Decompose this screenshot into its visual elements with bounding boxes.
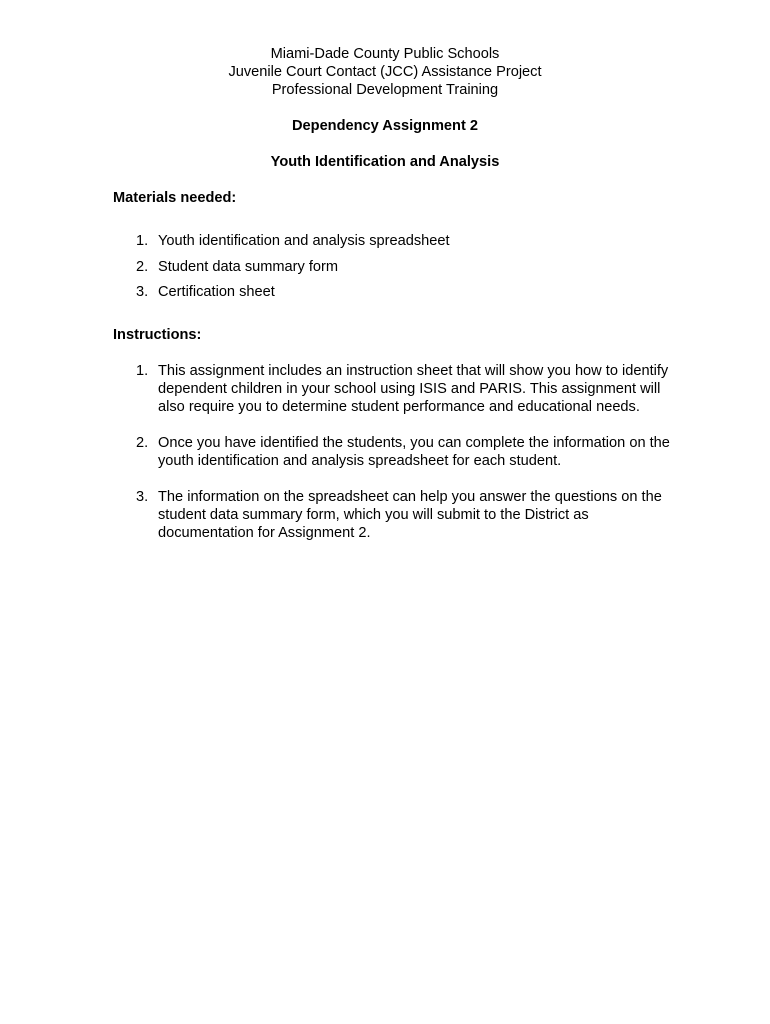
list-item [113, 434, 673, 470]
list-number: 1. [136, 363, 149, 379]
materials-heading: Materials needed: [113, 190, 237, 206]
list-item-text: The information on the spreadsheet can help you answer the questions on the student data summary form, which you will submit to the District as documentation for Assignment 2. [158, 489, 662, 541]
list-item [113, 362, 673, 416]
list-item [113, 283, 673, 309]
list-item-text: Youth identification and analysis spreadsheet [158, 233, 450, 249]
header-line-training: Professional Development Training [271, 82, 499, 98]
list-number: 3. [136, 284, 149, 300]
list-item [113, 488, 673, 542]
header-line-district: Miami-Dade County Public Schools [270, 46, 500, 62]
list-item-text: Once you have identified the students, you can complete the information on the youth identification and analysis spreadsheet for each student. [158, 435, 670, 469]
list-number: 2. [136, 435, 149, 451]
list-item-text: Student data summary form [158, 258, 339, 275]
list-number: 1. [136, 233, 149, 249]
list-number: 2. [136, 258, 149, 275]
instructions-heading: Instructions: [113, 327, 202, 343]
list-number: 3. [136, 489, 149, 505]
header-line-project: Juvenile Court Contact (JCC) Assistance Project [228, 64, 542, 80]
materials-list [113, 232, 673, 309]
instructions-list [113, 362, 673, 542]
list-item-text: This assignment includes an instruction sheet that will show you how to identify dependent children in your school using ISIS and PARIS. This assignment will also require you to determine student performance and educational needs. [158, 363, 669, 415]
list-item-text: Certification sheet [158, 284, 275, 300]
list-item [113, 232, 673, 258]
list-item [113, 258, 673, 284]
assignment-title: Dependency Assignment 2 [292, 118, 478, 134]
assignment-subtitle: Youth Identification and Analysis [270, 154, 500, 170]
document-header [0, 45, 770, 99]
